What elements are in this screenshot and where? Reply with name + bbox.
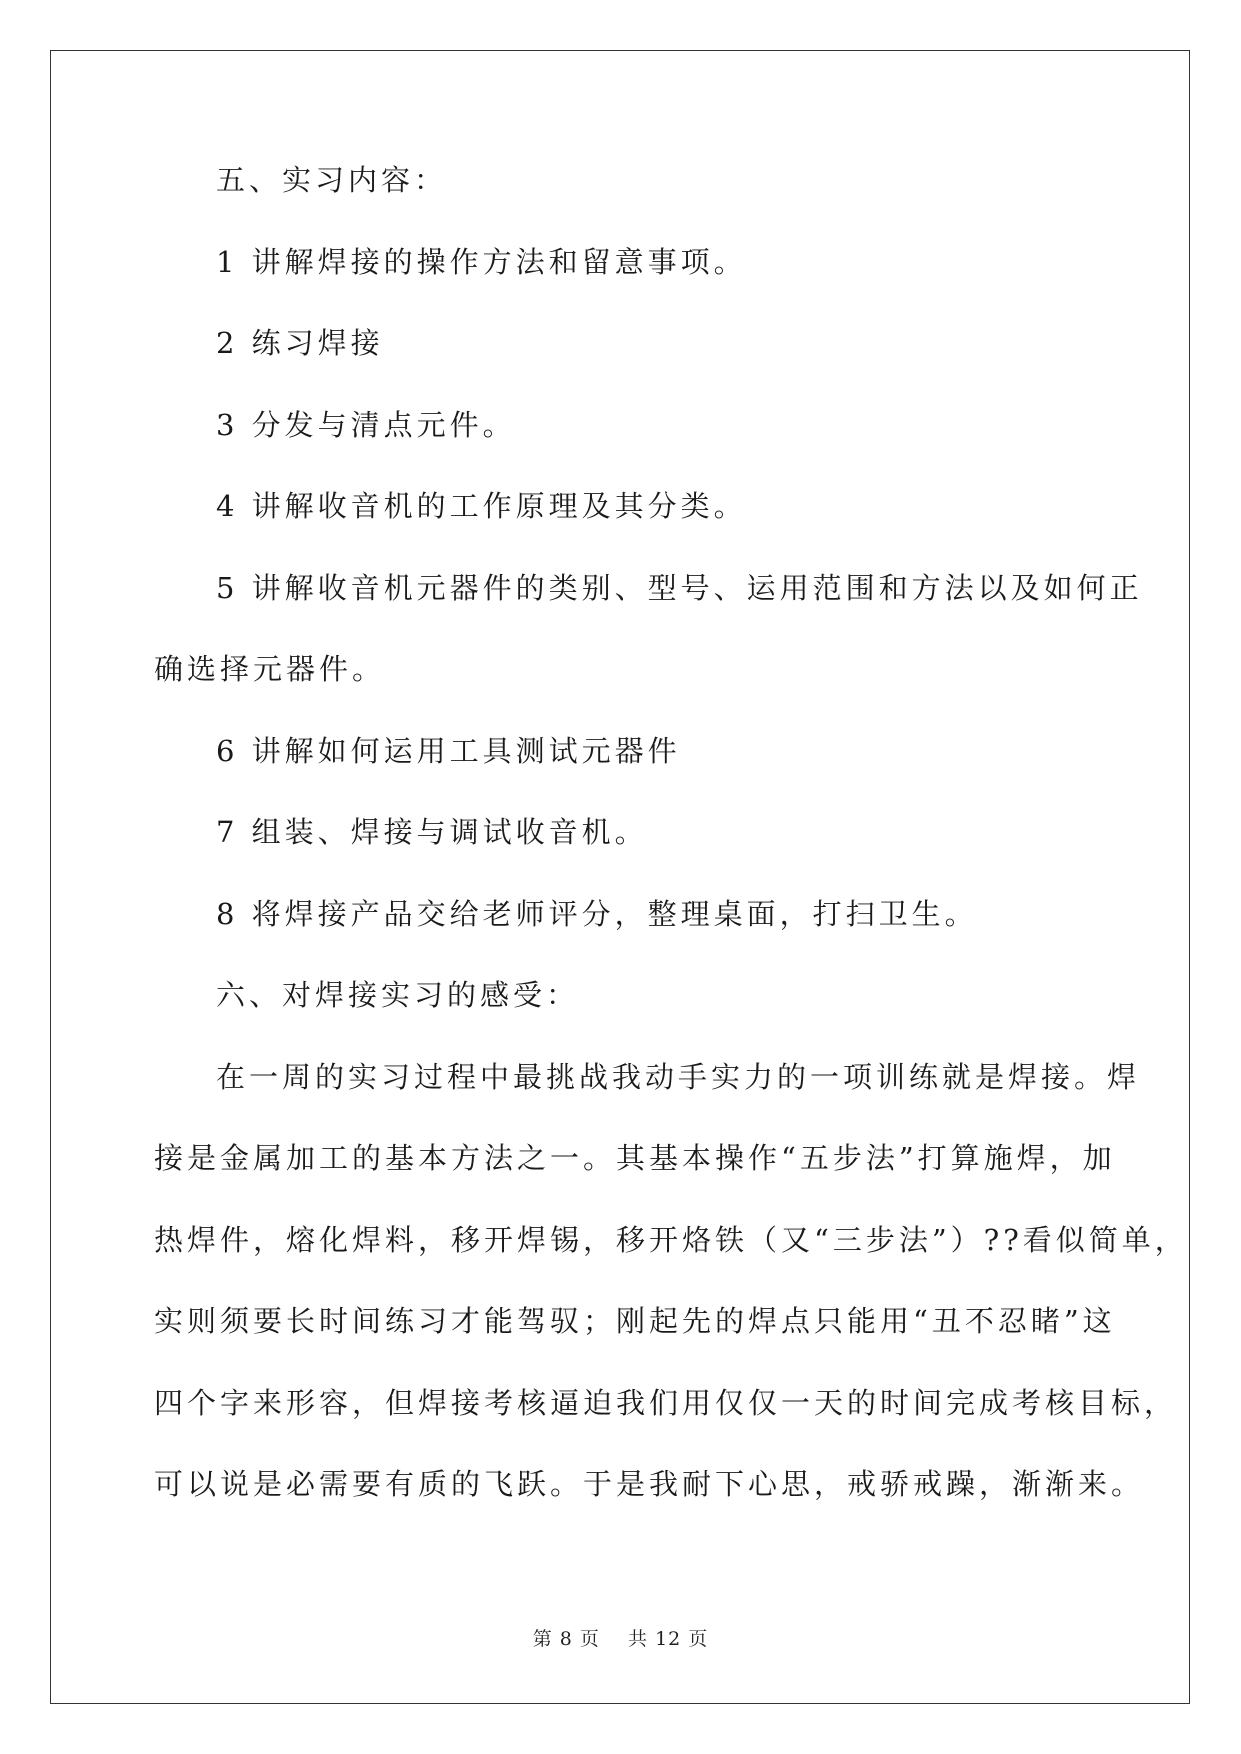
text-line: 6 讲解如何运用工具测试元器件 — [216, 733, 681, 768]
text-line: 四个字来形容，但焊接考核逼迫我们用仅仅一天的时间完成考核目标， — [154, 1385, 1178, 1420]
text-line: 可以说是必需要有质的飞跃。于是我耐下心思，戒骄戒躁，渐渐来。 — [154, 1467, 1145, 1501]
text-line: 1 讲解焊接的操作方法和留意事项。 — [216, 244, 747, 279]
text-line: 实则须要长时间练习才能驾驭；刚起先的焊点只能用“丑不忍睹”这 — [154, 1304, 1116, 1338]
page-footer — [0, 1624, 1241, 1651]
text-line: 在一周的实习过程中最挑战我动手实力的一项训练就是焊接。焊 — [216, 1059, 1141, 1094]
text-line: 五、实习内容： — [216, 163, 448, 197]
page-total: 共 12 页 — [628, 1628, 709, 1650]
text-line: 接是金属加工的基本方法之一。其基本操作“五步法”打算施焊，加 — [154, 1141, 1116, 1175]
text-line: 8 将焊接产品交给老师评分，整理桌面，打扫卫生。 — [216, 896, 978, 931]
document-body — [154, 160, 1188, 1546]
text-line: 六、对焊接实习的感受： — [216, 978, 580, 1012]
text-line: 5 讲解收音机元器件的类别、型号、运用范围和方法以及如何正 — [216, 570, 1143, 605]
text-line: 3 分发与清点元件。 — [216, 407, 516, 442]
footer-gap — [600, 1628, 628, 1650]
text-line: 热焊件，熔化焊料，移开焊锡，移开烙铁（又“三步法”）??看似简单， — [154, 1222, 1188, 1257]
text-line: 4 讲解收音机的工作原理及其分类。 — [216, 489, 747, 523]
text-line: 确选择元器件。 — [154, 652, 386, 686]
page-number: 第 8 页 — [532, 1628, 600, 1650]
text-line: 7 组装、焊接与调试收音机。 — [216, 815, 648, 849]
text-line: 2 练习焊接 — [216, 326, 384, 360]
